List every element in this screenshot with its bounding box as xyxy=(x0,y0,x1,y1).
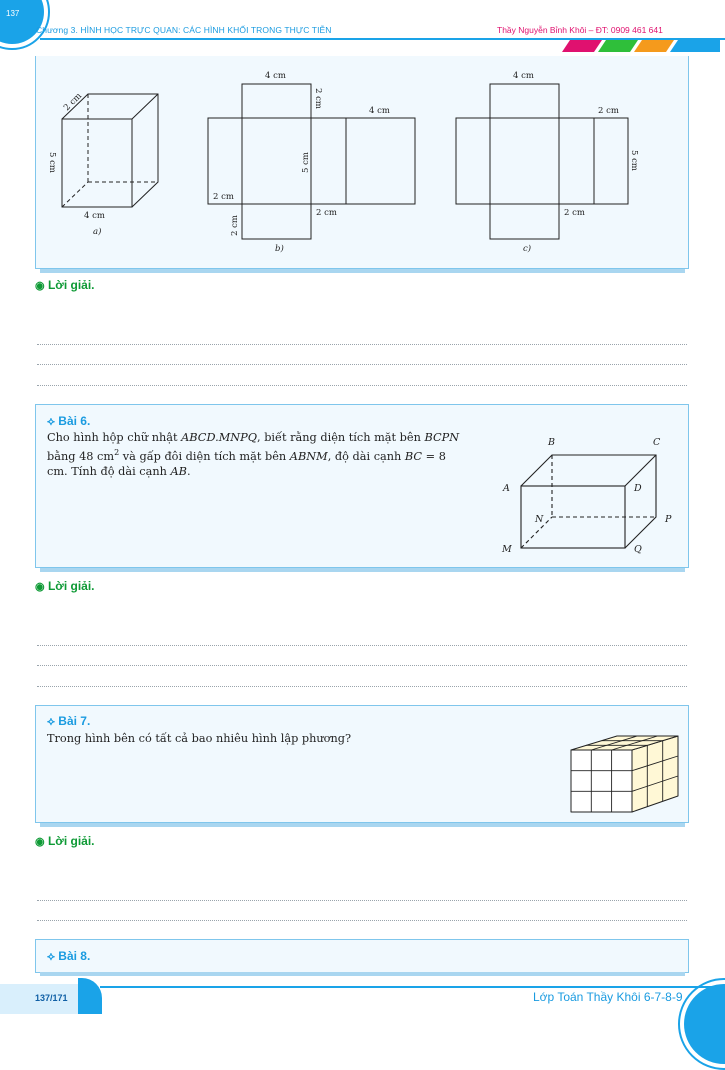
chapter-title: Chương 3. HÌNH HỌC TRỰC QUAN: CÁC HÌNH KHỐI TRONG THỰC TIỄN xyxy=(36,25,332,35)
label-b-caption: b) xyxy=(275,244,284,254)
math-span: AB xyxy=(170,464,187,478)
text-span: , độ dài cạnh xyxy=(327,449,405,463)
text-span: , biết rằng diện tích mặt bên xyxy=(257,431,425,444)
exercise-text-bai6 xyxy=(47,430,487,479)
vertex-D: D xyxy=(634,483,642,494)
label-a-height: 5 cm xyxy=(47,152,57,173)
net-figures xyxy=(35,56,689,269)
footer-curl xyxy=(78,978,102,1014)
text-span: = 8 xyxy=(422,449,446,463)
text-span: cm. Tính độ dài cạnh xyxy=(47,464,171,478)
exercise-title-text: Bài 8. xyxy=(58,949,91,963)
footer-class-name: Lớp Toán Thầy Khôi 6-7-8-9 xyxy=(533,990,683,1004)
math-span: BCPN xyxy=(424,431,460,444)
solution-label-text: Lời giải. xyxy=(47,834,95,848)
exercise-box-shadow xyxy=(40,972,685,976)
footer-page-number: 137/171 xyxy=(35,993,68,1003)
superscript: 2 xyxy=(114,448,120,457)
text-span: bằng 48 cm xyxy=(47,449,115,463)
label-b-top: 4 cm xyxy=(265,71,286,81)
answer-line xyxy=(37,385,687,386)
text-span: . xyxy=(186,464,191,478)
text-line xyxy=(47,464,487,479)
solution-label-bai5 xyxy=(35,278,95,292)
vertex-C: C xyxy=(653,437,661,448)
stripe-magenta xyxy=(562,40,602,52)
speech-bubble-icon: ◉ xyxy=(35,581,45,593)
text-line xyxy=(47,430,487,445)
label-b-right: 4 cm xyxy=(369,106,390,116)
exercise-title-bai7 xyxy=(47,714,90,729)
vertex-A: A xyxy=(503,483,510,494)
figure-box-shadow xyxy=(40,269,685,273)
label-c-bottom-right: 2 cm xyxy=(564,208,585,218)
answer-line xyxy=(37,920,687,921)
label-b-bottom-side: 2 cm xyxy=(230,215,240,236)
author-contact: Thầy Nguyễn Bỉnh Khôi – ĐT: 0909 461 641 xyxy=(497,25,663,35)
label-b-bottom-right: 2 cm xyxy=(316,208,337,218)
diamond-icon: ⟡ xyxy=(47,714,55,728)
header-page-number: 137 xyxy=(6,9,20,18)
label-c-top: 4 cm xyxy=(513,71,534,81)
header-color-stripes xyxy=(560,40,720,52)
cube-stack-diagram xyxy=(565,730,685,818)
label-c-right-side: 5 cm xyxy=(629,150,639,171)
vertex-P: P xyxy=(665,514,672,525)
stripe-blue xyxy=(670,40,720,52)
exercise-text-bai7: Trong hình bên có tất cả bao nhiêu hình lập phương? xyxy=(47,732,352,745)
answer-line xyxy=(37,344,687,345)
vertex-B: B xyxy=(548,437,555,448)
exercise-box-shadow xyxy=(40,568,685,572)
vertex-N: N xyxy=(535,514,544,525)
solution-label-bai7 xyxy=(35,834,95,848)
diamond-icon: ⟡ xyxy=(47,414,55,428)
exercise-title-text: Bài 6. xyxy=(58,414,91,428)
answer-line xyxy=(37,686,687,687)
vertex-M: M xyxy=(502,544,512,555)
footer-rule xyxy=(100,986,720,988)
text-span: Cho hình hộp chữ nhật xyxy=(47,431,182,444)
cuboid-diagram xyxy=(495,430,685,562)
exercise-title-bai8 xyxy=(47,949,90,964)
stripe-green xyxy=(598,40,638,52)
label-a-depth: 2 cm xyxy=(62,91,84,114)
answer-line xyxy=(37,364,687,365)
math-span: BC xyxy=(404,449,423,463)
exercise-title-text: Bài 7. xyxy=(58,714,91,728)
speech-bubble-icon: ◉ xyxy=(35,280,45,292)
diamond-icon: ⟡ xyxy=(47,949,55,963)
text-line xyxy=(47,445,487,464)
stripe-orange xyxy=(634,40,674,52)
label-c-caption: c) xyxy=(523,244,532,254)
text-span: và gấp đôi diện tích mặt bên xyxy=(119,449,290,463)
math-span: ABNM xyxy=(289,449,328,463)
answer-line xyxy=(37,665,687,666)
speech-bubble-icon: ◉ xyxy=(35,836,45,848)
exercise-box-bai8 xyxy=(35,939,689,973)
label-a-width: 4 cm xyxy=(84,211,105,221)
answer-line xyxy=(37,645,687,646)
figure-a-box xyxy=(62,94,158,207)
label-a-caption: a) xyxy=(93,227,102,237)
solution-label-text: Lời giải. xyxy=(47,579,95,593)
exercise-title-bai6 xyxy=(47,414,90,429)
answer-line xyxy=(37,900,687,901)
label-b-left-bottom: 2 cm xyxy=(213,192,234,202)
solution-label-bai6 xyxy=(35,579,95,593)
label-c-right-top: 2 cm xyxy=(598,106,619,116)
cube-front-face xyxy=(571,750,632,812)
exercise-box-shadow xyxy=(40,823,685,827)
solution-label-text: Lời giải. xyxy=(47,278,95,292)
vertex-Q: Q xyxy=(634,544,642,555)
label-b-top-side: 2 cm xyxy=(313,88,323,109)
math-span: ABCD.MNPQ xyxy=(181,431,258,444)
label-b-middle: 5 cm xyxy=(301,152,311,173)
